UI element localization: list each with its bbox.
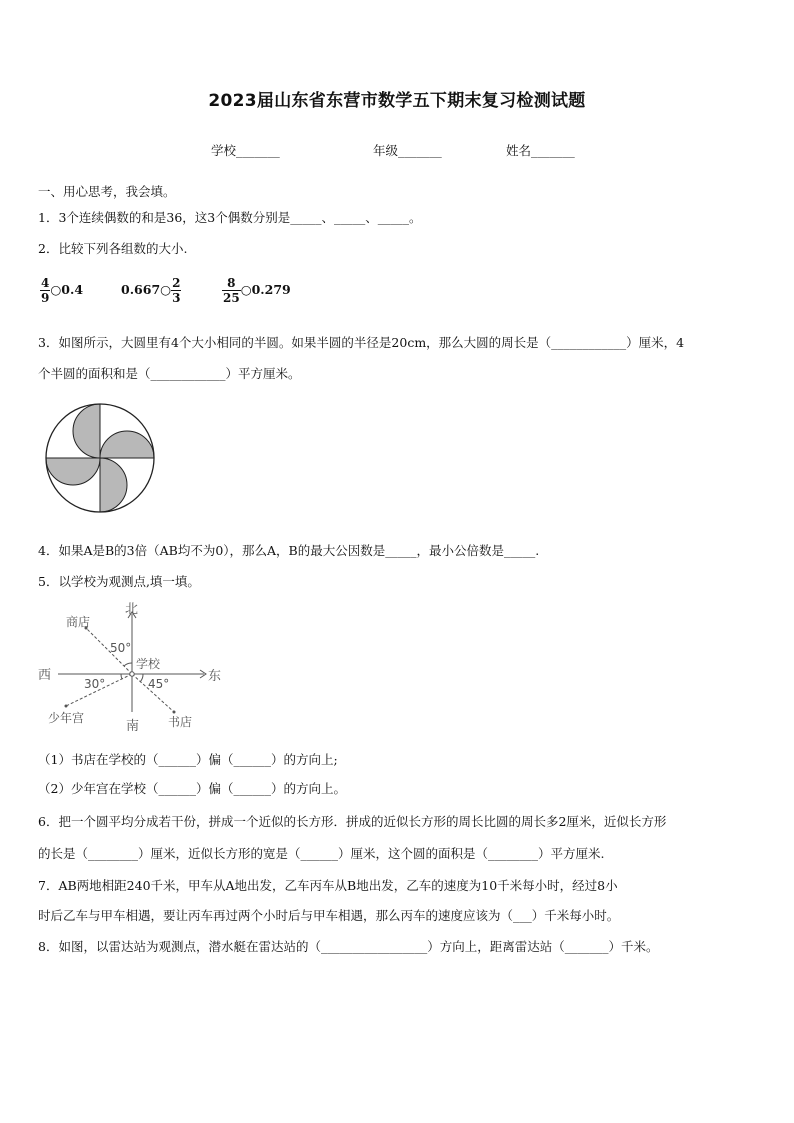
question-5-part-1: （1）书店在学校的（______）偏（______）的方向上; — [38, 752, 338, 767]
youth-palace-point — [65, 705, 68, 708]
compare-pre: 0.667○ — [121, 282, 172, 297]
compare-item-1 — [40, 276, 83, 305]
question-2: 2．比较下列各组数的大小. — [38, 241, 188, 256]
question-6-line-2: 的长是（________）厘米，近似长方形的宽是（______）厘米，这个圆的面积是（________）平方厘米. — [38, 846, 605, 861]
numerator: 8 — [222, 276, 241, 291]
semicircle-left — [46, 458, 100, 485]
numerator: 2 — [172, 276, 181, 290]
compare-item-2 — [121, 276, 181, 305]
denominator: 3 — [172, 291, 181, 305]
section-heading: 一、用心思考，我会填。 — [38, 184, 176, 199]
question-8: 8．如图，以雷达站为观测点，潜水艇在雷达站的（_________________）方向上，距离雷达站（_______）千米。 — [38, 939, 659, 954]
fraction — [40, 276, 50, 305]
fraction — [171, 276, 181, 305]
question-6-line-1: 6．把一个圆平均分成若干份，拼成一个近似的长方形．拼成的近似长方形的周长比圆的周长多2厘米，近似长方形 — [38, 814, 667, 829]
school-field — [211, 141, 280, 159]
school-point-label: 学校 — [136, 657, 161, 671]
question-3-line-1: 3．如图所示，大圆里有4个大小相同的半圆。如果半圆的半径是20cm，那么大圆的周长是（____________）厘米，4 — [38, 335, 685, 350]
fraction — [222, 276, 241, 305]
name-field — [506, 141, 575, 159]
semicircle-bottom — [100, 458, 127, 512]
south-label: 南 — [126, 719, 140, 734]
origin-point — [130, 672, 134, 676]
compass-figure — [36, 600, 236, 738]
grade-label: 年级 — [373, 143, 399, 158]
youth-palace-label: 少年宫 — [48, 711, 85, 725]
question-4: 4．如果A是B的3倍（AB均不为0），那么A，B的最大公因数是_____，最小公倍数是_____. — [38, 543, 540, 558]
denominator: 25 — [223, 291, 240, 305]
compare-rest: ○0.279 — [240, 282, 291, 297]
west-label: 西 — [38, 668, 52, 683]
shop-label: 商店 — [66, 615, 91, 629]
angle-label-30: 30° — [84, 677, 106, 691]
bookstore-point — [173, 711, 176, 714]
question-5: 5．以学校为观测点,填一填。 — [38, 574, 200, 589]
east-label: 东 — [208, 669, 222, 684]
angle-label-50: 50° — [110, 641, 132, 655]
semicircle-top — [73, 404, 100, 458]
question-5-part-2: （2）少年宫在学校（______）偏（______）的方向上。 — [38, 781, 346, 796]
school-blank[interactable]: _______ — [236, 143, 280, 158]
angle-arc-book — [140, 674, 143, 682]
grade-field — [373, 141, 442, 159]
question-7-line-2: 时后乙车与甲车相遇，要让丙车再过两个小时后与甲车相遇，那么丙车的速度应该为（___）千米每小时。 — [38, 908, 620, 923]
angle-label-45: 45° — [148, 677, 170, 691]
numerator: 4 — [41, 276, 50, 290]
question-3-line-2: 个半圆的面积和是（____________）平方厘米。 — [38, 366, 301, 381]
bookstore-label: 书店 — [168, 715, 193, 729]
circle-semicircles-figure — [40, 402, 160, 514]
page-title: 2023届山东省东营市数学五下期末复习检测试题 — [208, 91, 586, 111]
compare-item-3 — [222, 276, 291, 305]
school-label: 学校 — [211, 143, 237, 158]
angle-arc-youth — [121, 674, 122, 679]
grade-blank[interactable]: _______ — [398, 143, 442, 158]
angle-arc-shop — [124, 663, 132, 666]
name-label: 姓名 — [506, 143, 532, 158]
name-blank[interactable]: _______ — [531, 143, 575, 158]
semicircle-right — [100, 431, 154, 458]
north-label: 北 — [125, 602, 139, 617]
question-7-line-1: 7．AB两地相距240千米，甲车从A地出发，乙车丙车从B地出发，乙车的速度为10千米每小时，经过8小 — [38, 878, 618, 893]
denominator: 9 — [41, 291, 50, 305]
question-1: 1．3个连续偶数的和是36，这3个偶数分别是_____、_____、_____。 — [38, 210, 422, 225]
compare-rest: ○0.4 — [50, 282, 84, 297]
